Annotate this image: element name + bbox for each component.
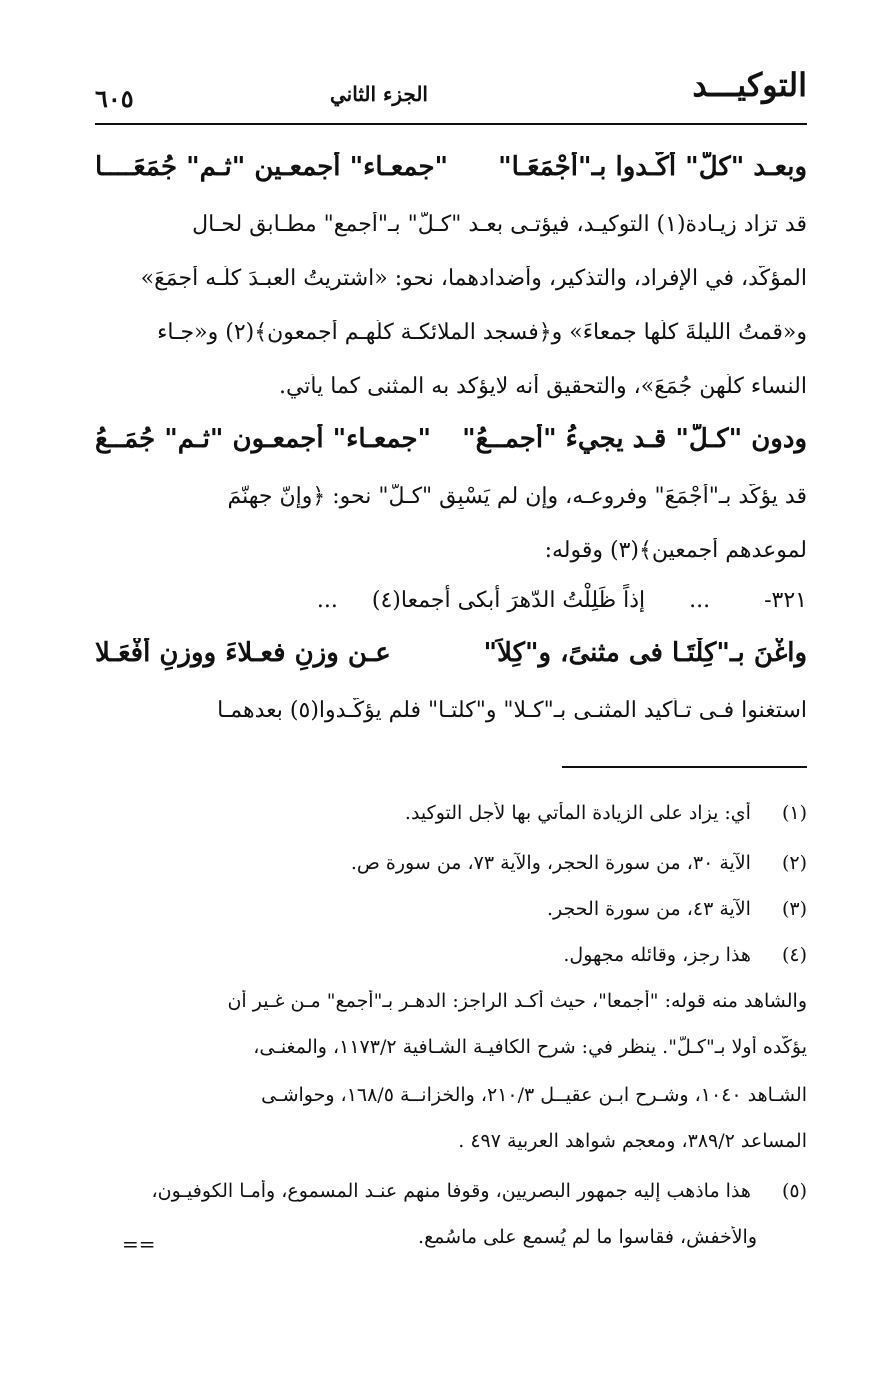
verse-heading-3 xyxy=(95,638,807,678)
footnote-2-number: (٢) xyxy=(781,852,807,874)
page-number: ٦٠٥ xyxy=(95,84,134,113)
footnote-separator xyxy=(562,766,807,768)
footnote-5-line-2: والأخفش، فقاسوا ما لم يُسمع على ماسُمع. xyxy=(418,1226,757,1248)
paragraph-2-line-2: لموعدهم أجمعين﴾(٣) وقوله: xyxy=(544,538,807,563)
verse-heading-3-second-hemistich: عـن وزنِ فعـلاءَ ووزنِ أفْعَـلا xyxy=(95,638,391,668)
footnote-5-number: (٥) xyxy=(781,1180,807,1202)
verse-heading-1-second-hemistich: "جمعـاء" أجمعـين "ثـم" جُمَعَــــا xyxy=(95,152,449,182)
verse-number: ٣٢١- xyxy=(764,588,807,613)
footnote-3-text: الآية ٤٣، من سورة الحجر. xyxy=(547,898,751,920)
verse-heading-1-first-hemistich: وبعـد "كلّ" أكّـدوا بـ"أجْمَعَـا" xyxy=(498,152,807,182)
chapter-title: التوكيـــد xyxy=(692,66,807,104)
header-rule xyxy=(95,123,807,125)
footnote-4-cont-line-3: الشـاهد ١٠٤٠، وشـرح ابـن عقيــل ٢١٠/٣، والخزانــة ١٦٨/٥، وحواشـى xyxy=(261,1084,807,1106)
verse-heading-2-second-hemistich: "جمعـاء" أجمعـون "ثـم" جُمَــعُ xyxy=(95,424,432,454)
footnote-1 xyxy=(95,802,807,824)
verse-heading-1 xyxy=(95,152,807,192)
footnote-5-text-line-1: هذا ماذهب إليه جمهور البصريين، وقوفا منهم عنـد المسموع، وأمـا الكوفيـون، xyxy=(151,1180,751,1202)
footnote-1-number: (١) xyxy=(781,802,807,824)
footnote-4-number: (٤) xyxy=(781,944,807,966)
verse-heading-2-first-hemistich: ودون "كـلّ" قـد يجيءُ "أجمــعُ" xyxy=(462,424,807,454)
paragraph-1-line-1: قد تزاد زيـادة(١) التوكيـد، فيؤتـى بعـد "كـلّ" بـ"أجمع" مطـابق لحـال xyxy=(192,212,807,237)
paragraph-1-line-3: و«قمتُ الليلةَ كلَّها جمعاءَ» و﴿فسجد الملائكـة كلُّهـم أجمعون﴾(٢) و«جـاء xyxy=(157,320,807,345)
verse-text: إذاً ظَلِلْتُ الدّهرَ أبكى أجمعا(٤) xyxy=(371,588,646,613)
verse-heading-3-first-hemistich: واغْنَ بـ"كِلْتَـا فى مثنىً، و"كِلاَ" xyxy=(483,638,807,668)
footnote-4-text: هذا رجز، وقائله مجهول. xyxy=(563,944,751,966)
verse-321 xyxy=(317,588,807,613)
footnote-2 xyxy=(95,852,807,874)
part-label: الجزء الثاني xyxy=(330,82,428,106)
footnote-4-cont-line-1: والشاهد منه قوله: "أجمعا"، حيث أكـد الراجز: الدهـر بـ"أجمع" مـن غـير أن xyxy=(227,990,807,1012)
footnote-4-cont-line-4: المساعد ٣٨٩/٢، ومعجم شواهد العربية ٤٩٧ . xyxy=(458,1130,807,1152)
footnote-1-text: أي: يزاد على الزيادة المأتي بها لأجل التوكيد. xyxy=(404,802,751,824)
verse-ellipsis-end: ... xyxy=(316,588,338,613)
footnote-2-text: الآية ٣٠، من سورة الحجر، والآية ٧٣، من سورة ص. xyxy=(350,852,751,874)
paragraph-2-line-1: قد يؤكّد بـ"أَجْمَعَ" وفروعـه، وإن لم يَسْبِق "كـلٌّ" نحو: ﴿وإنّ جهنّمَ xyxy=(227,484,807,509)
verse-heading-2 xyxy=(95,424,807,464)
paragraph-1-line-2: المؤكّد، في الإفراد، والتذكير، وأضدادهما، نحو: «اشتريتُ العبـدَ كلّـه أجمَعَ» xyxy=(140,266,807,291)
footnote-4 xyxy=(95,944,807,966)
paragraph-3-line-1: استغنوا فـى تـأكيد المثنـى بـ"كـلا" و"كلتـا" فلم يؤكّـدوا(٥) بعدهمـا xyxy=(217,698,807,723)
paragraph-1-line-4: النساء كلُّهن جُمَعَ»، والتحقيق أنه لايؤكد به المثنى كما يأتي. xyxy=(278,374,807,399)
footnote-3-number: (٣) xyxy=(781,898,807,920)
verse-ellipsis-start: ... xyxy=(689,588,711,613)
continuation-mark: == xyxy=(122,1232,156,1256)
footnote-3 xyxy=(95,898,807,920)
footnote-4-cont-line-2: يؤكّده أولا بـ"كـلّ". ينظر في: شرح الكافيـة الشـافية ١١٧٣/٢، والمغنـى، xyxy=(253,1036,807,1058)
footnote-5 xyxy=(95,1180,807,1202)
